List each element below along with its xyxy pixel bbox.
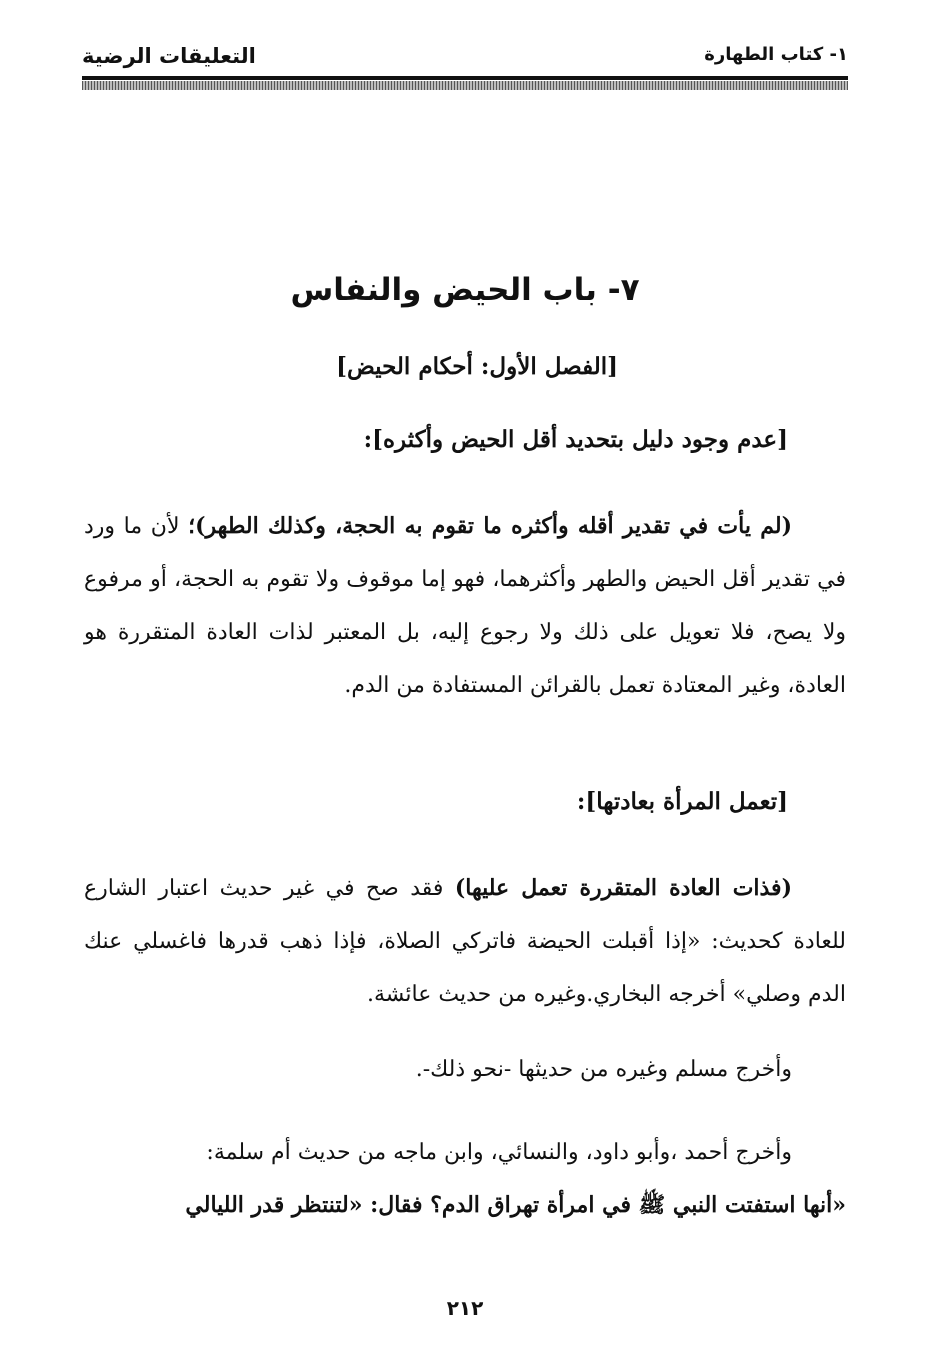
paragraph-1-lead: (لم يأت في تقدير أقله وأكثره ما تقوم به الحجة، وكذلك الطهر)؛ [188, 513, 792, 539]
paragraph-2-lead: (فذات العادة المتقررة تعمل عليها) [454, 875, 792, 901]
running-header [82, 42, 848, 76]
paragraph-2 [84, 862, 846, 1021]
paragraph-4 [84, 1126, 846, 1232]
header-book-title: التعليقات الرضية [82, 44, 256, 68]
paragraph-4-line-2: «أنها استفتت النبي ﷺ في امرأة تهراق الدم؟ فقال: «لتنتظر قدر الليالي [185, 1192, 846, 1218]
header-rule-shade [82, 81, 848, 90]
header-section-title: ١- كتاب الطهارة [704, 44, 848, 65]
paragraph-1-body: لأن ما ورد في تقدير أقل الحيض والطهر وأكثرهما، فهو إما موقوف ولا تقوم به الحجة، أو مرفوع ولا يصح، فلا تعويل على ذلك ولا رجوع إليه، بل المعتبر لذات العادة المتقررة هو العادة، وغير المعتادة تعمل بالقرائن المستفادة من الدم. [84, 514, 846, 698]
chapter-title: ٧- باب الحيض والنفاس [290, 272, 640, 308]
paragraph-4-line-1: وأخرج أحمد ،وأبو داود، والنسائي، وابن ماجه من حديث أم سلمة: [206, 1140, 792, 1165]
header-rule [82, 76, 848, 80]
section-heading-third: [تعمل المرأة بعادتها]: [576, 788, 788, 815]
section-heading-second: [عدم وجود دليل بتحديد أقل الحيض وأكثره]: [363, 426, 788, 453]
paragraph-1 [84, 500, 846, 712]
paragraph-3: وأخرج مسلم وغيره من حديثها -نحو ذلك-. [415, 1057, 792, 1082]
paragraph-2-body: فقد صح في غير حديث اعتبار الشارع للعادة كحديث: «إذا أقبلت الحيضة فاتركي الصلاة، فإذا ذهب قدرها فاغسلي عنك الدم وصلي» أخرجه البخاري.وغيره من حديث عائشة. [84, 876, 846, 1007]
page-number: ٢١٢ [446, 1296, 484, 1320]
section-heading-first: [الفصل الأول: أحكام الحيض] [336, 353, 618, 380]
